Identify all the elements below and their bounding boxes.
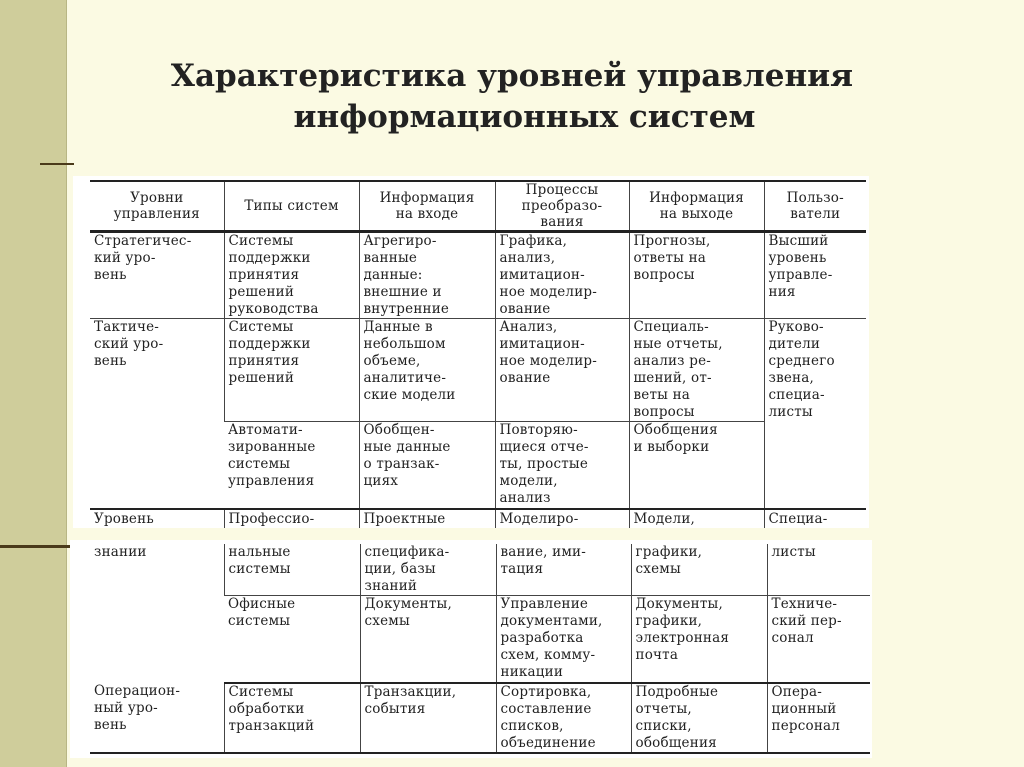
table-cell: Транзакции, события	[360, 683, 496, 753]
table-cell: Подробные отчеты, списки, обобщения	[631, 683, 767, 753]
table-cell: Техниче- ский пер- сонал	[767, 596, 870, 684]
table-row-tactical	[90, 319, 866, 422]
header-output-info: Информация на выходе	[629, 181, 764, 232]
header-processes: Процессы преобразо- вания	[495, 181, 629, 232]
table-cell: Офисные системы	[224, 596, 360, 684]
table-cell: Моделиро-	[495, 509, 629, 528]
table-cell: Системы обработки транзакций	[224, 683, 360, 753]
table-cell: специфика- ции, базы знаний	[360, 544, 496, 596]
table-cell: листы	[767, 544, 870, 596]
table-cell: Системы поддержки принятия решений	[224, 319, 359, 422]
table-cell: Анализ, имитацион- ное моделир- ование	[495, 319, 629, 422]
table-cell: Сортировка, составление списков, объединение	[496, 683, 631, 753]
header-levels: Уровни управления	[90, 181, 224, 232]
decorative-line	[40, 163, 74, 165]
table-cell: Системы поддержки принятия решений руководства	[224, 232, 359, 319]
table-cell: знании	[94, 544, 147, 560]
slide-title	[0, 56, 1024, 138]
table-row-strategic	[90, 232, 866, 319]
table-cell: Модели,	[629, 509, 764, 528]
table-cell: Проектные	[359, 509, 495, 528]
table-image-bottom	[70, 540, 872, 758]
table-row-operational	[90, 683, 870, 753]
table-cell: графики, схемы	[631, 544, 767, 596]
header-users: Пользо- ватели	[764, 181, 866, 232]
table-cell: Специаль- ные отчеты, анализ ре- шений, от- веты на вопросы	[629, 319, 764, 422]
table-cell: Стратегичес- кий уро- вень	[90, 232, 224, 319]
table-cell: Обобщен- ные данные о транзак- циях	[359, 422, 495, 510]
table-cell: Опера- ционный персонал	[767, 683, 870, 753]
table-cell: Повторяю- щиеся отче- ты, простые модели, анализ	[495, 422, 629, 510]
levels-table-top	[90, 180, 866, 528]
title-line-1: Характеристика уровней управления	[170, 58, 854, 94]
table-cell: Тактиче- ский уро- вень	[94, 319, 164, 369]
table-row-knowledge-start	[90, 509, 866, 528]
table-cell: Автомати- зированные системы управления	[228, 422, 316, 489]
table-cell: Уровень	[90, 509, 224, 528]
table-cell: Агрегиро- ванные данные: внешние и внутренние	[359, 232, 495, 319]
table-cell: Данные в небольшом объеме, аналитиче- ские модели	[359, 319, 495, 422]
table-cell: Документы, графики, электронная почта	[631, 596, 767, 684]
table-cell: Профессио-	[224, 509, 359, 528]
header-input-info: Информация на входе	[359, 181, 495, 232]
table-cell: Руково- дители среднего звена, специа- листы	[764, 319, 866, 510]
table-header-row	[90, 181, 866, 232]
table-cell: Управление документами, разработка схем, комму- никации	[496, 596, 631, 684]
table-cell: Специа-	[764, 509, 866, 528]
table-cell: нальные системы	[224, 544, 360, 596]
table-cell: Графика, анализ, имитацион- ное моделир- ование	[495, 232, 629, 319]
title-line-2: информационных систем	[293, 99, 756, 136]
table-cell: вание, ими- тация	[496, 544, 631, 596]
levels-table-bottom	[90, 544, 870, 754]
table-cell: Операцион- ный уро- вень	[90, 683, 224, 753]
table-cell: Обобщения и выборки	[629, 422, 764, 510]
table-cell: Прогнозы, ответы на вопросы	[629, 232, 764, 319]
decorative-line-bottom	[0, 545, 70, 548]
table-image-top	[73, 176, 869, 528]
table-row-knowledge	[90, 544, 870, 596]
table-cell: Документы, схемы	[360, 596, 496, 684]
table-cell: Высший уровень управле- ния	[764, 232, 866, 319]
header-system-types: Типы систем	[224, 181, 359, 232]
